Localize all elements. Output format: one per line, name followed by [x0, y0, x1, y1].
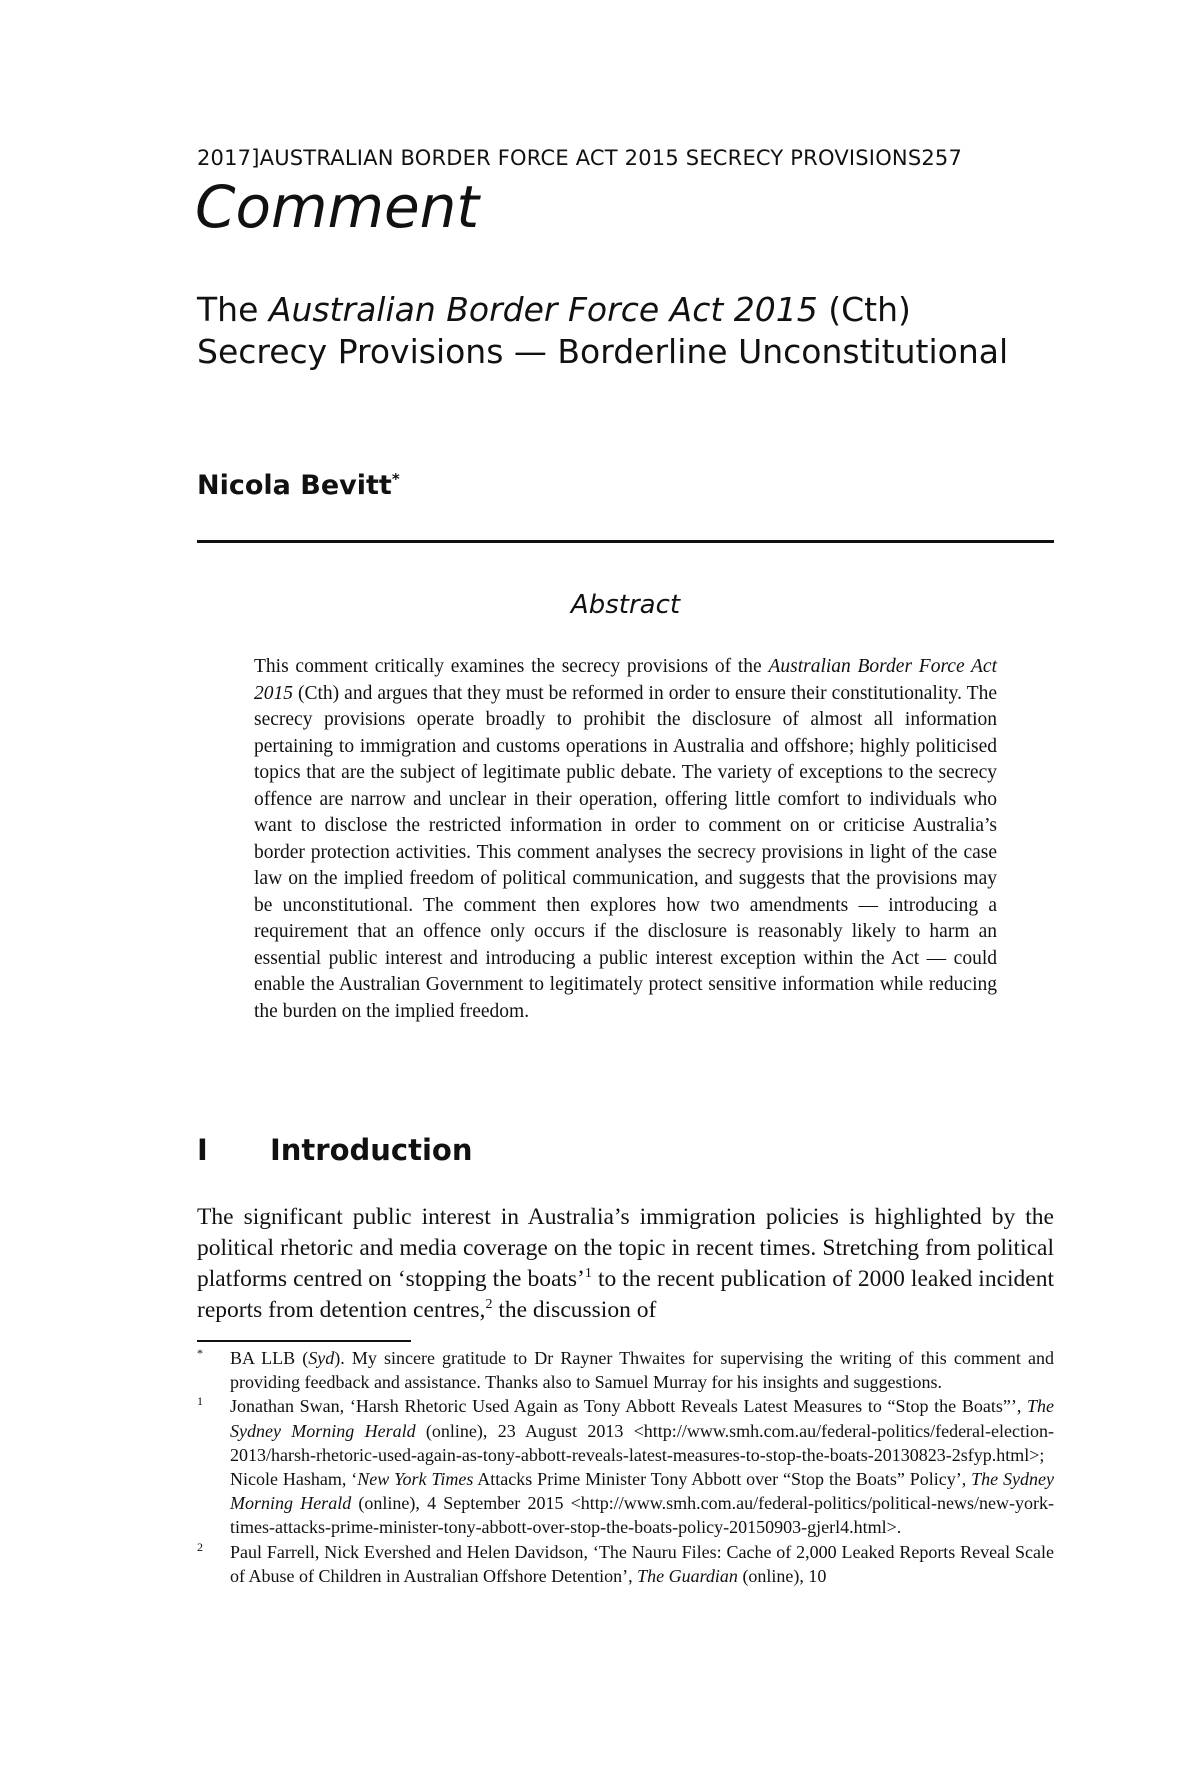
footnote-italic: The Sydney Morning Herald [230, 1469, 1054, 1514]
footnote-separator [197, 1340, 411, 1342]
footnote-italic: The Guardian [637, 1565, 738, 1586]
title-prefix: The [197, 290, 269, 329]
abstract-heading: Abstract [570, 590, 681, 620]
title-divider [197, 540, 1054, 543]
footnote-text: (online), 4 September 2015 <http://www.smh.com.au/federal-politics/political-news/new-york-times-attacks-prime-minister-tony-abbott-over-stop-the-boats-policy-20150903-gjerl4.html>. [230, 1493, 1054, 1538]
footnote-text: Jonathan Swan, ‘Harsh Rhetoric Used Again as Tony Abbott Reveals Latest Measures to “Stop the Boats”’, [230, 1396, 1027, 1417]
body-text-part: the discussion of [492, 1297, 657, 1323]
footnote-text: ). My sincere gratitude to Dr Rayner Thwaites for supervising the writing of this comment and providing feedback and assistance. Thanks also to Samuel Murray for his insights and suggestions. [230, 1348, 1054, 1393]
footnote-italic: The Sydney Morning Herald [230, 1396, 1054, 1441]
footnote-text: Attacks Prime Minister Tony Abbott over “Stop the Boats” Policy’, [473, 1469, 972, 1490]
abstract-text-start: This comment critically examines the secrecy provisions of the [254, 656, 769, 677]
footnote-text: BA LLB ( [230, 1348, 309, 1368]
footnote-ref-1: 1 [584, 1266, 592, 1282]
article-type-heading: Comment [195, 173, 480, 241]
footnote-marker: 2 [197, 1539, 203, 1554]
abstract-text-rest: (Cth) and argues that they must be reformed in order to ensure their constitutionality. The secrecy provisions operate broadly to prohibit the disclosure of almost all information pertaining to immigration and customs operations in Australia and offshore; highly politicised topics that are the subject of legitimate public debate. The variety of exceptions to the secrecy offence are narrow and unclear in their operation, offering little comfort to individuals who want to disclose the restricted information in order to comment on or criticise Australia’s border protection activities. This comment analyses the secrecy provisions in light of the case law on the implied freedom of political communication, and suggests that the provisions may be unconstitutional. The comment then explores how two amendments — introducing a requirement that an offence only occurs if the disclosure is reasonably likely to harm an essential public interest and introducing a public interest exception within the Act — could enable the Australian Government to legitimately protect sensitive information while reducing the burden on the implied freedom. [254, 682, 997, 1022]
author-name-text: Nicola Bevitt [197, 470, 392, 501]
section-title: Introduction [270, 1133, 473, 1167]
author-footnote-marker: * [391, 470, 400, 488]
footnote-italic: New York Times [357, 1469, 474, 1490]
body-paragraph [197, 1202, 1054, 1326]
footnote-text: Paul Farrell, Nick Evershed and Helen Davidson, ‘The Nauru Files: Cache of 2,000 Leaked Reports Reveal Scale of Abuse of Children in Australian Offshore Detention’, [230, 1541, 1054, 1586]
author-name [197, 470, 400, 501]
abstract-text [254, 654, 997, 1025]
footnote-text: (online), 23 August 2013 <http://www.smh.com.au/federal-politics/federal-election-2013/harsh-rhetoric-used-again-as-tony-abbott-reveals-latest-measures-to-stop-the-boats-20130823-2sfyp.html>; Nicole Hasham, ‘ [230, 1420, 1054, 1490]
abstract-act-name: Australian Border Force Act 2015 [254, 656, 997, 704]
footnote-text: (online), 10 [737, 1565, 827, 1586]
footnote-1 [197, 1394, 1054, 1539]
title-act-name: Australian Border Force Act 2015 [268, 290, 818, 329]
footnotes [197, 1346, 1054, 1588]
title-suffix: (Cth) Secrecy Provisions — Borderline Unconstitutional [197, 290, 1009, 371]
running-head: 2017]AUSTRALIAN BORDER FORCE ACT 2015 SECRECY PROVISIONS257 [197, 146, 963, 170]
footnote-ref-2: 2 [485, 1297, 493, 1313]
footnote-2 [197, 1540, 1054, 1588]
body-text-part: The significant public interest in Australia’s immigration policies is highlighted by the political rhetoric and media coverage on the topic in recent times. Stretching from political platforms centred on ‘stopping the boats’ [197, 1204, 1054, 1292]
footnote-author [197, 1346, 1054, 1394]
section-heading [197, 1133, 473, 1167]
article-title [197, 289, 1027, 373]
body-text-part: to the recent publication of 2000 leaked incident reports from detention centres, [197, 1266, 1054, 1323]
section-number: I [197, 1133, 208, 1167]
footnote-italic: Syd [308, 1348, 335, 1368]
footnote-marker: 1 [197, 1394, 203, 1409]
footnote-marker: * [197, 1346, 203, 1360]
